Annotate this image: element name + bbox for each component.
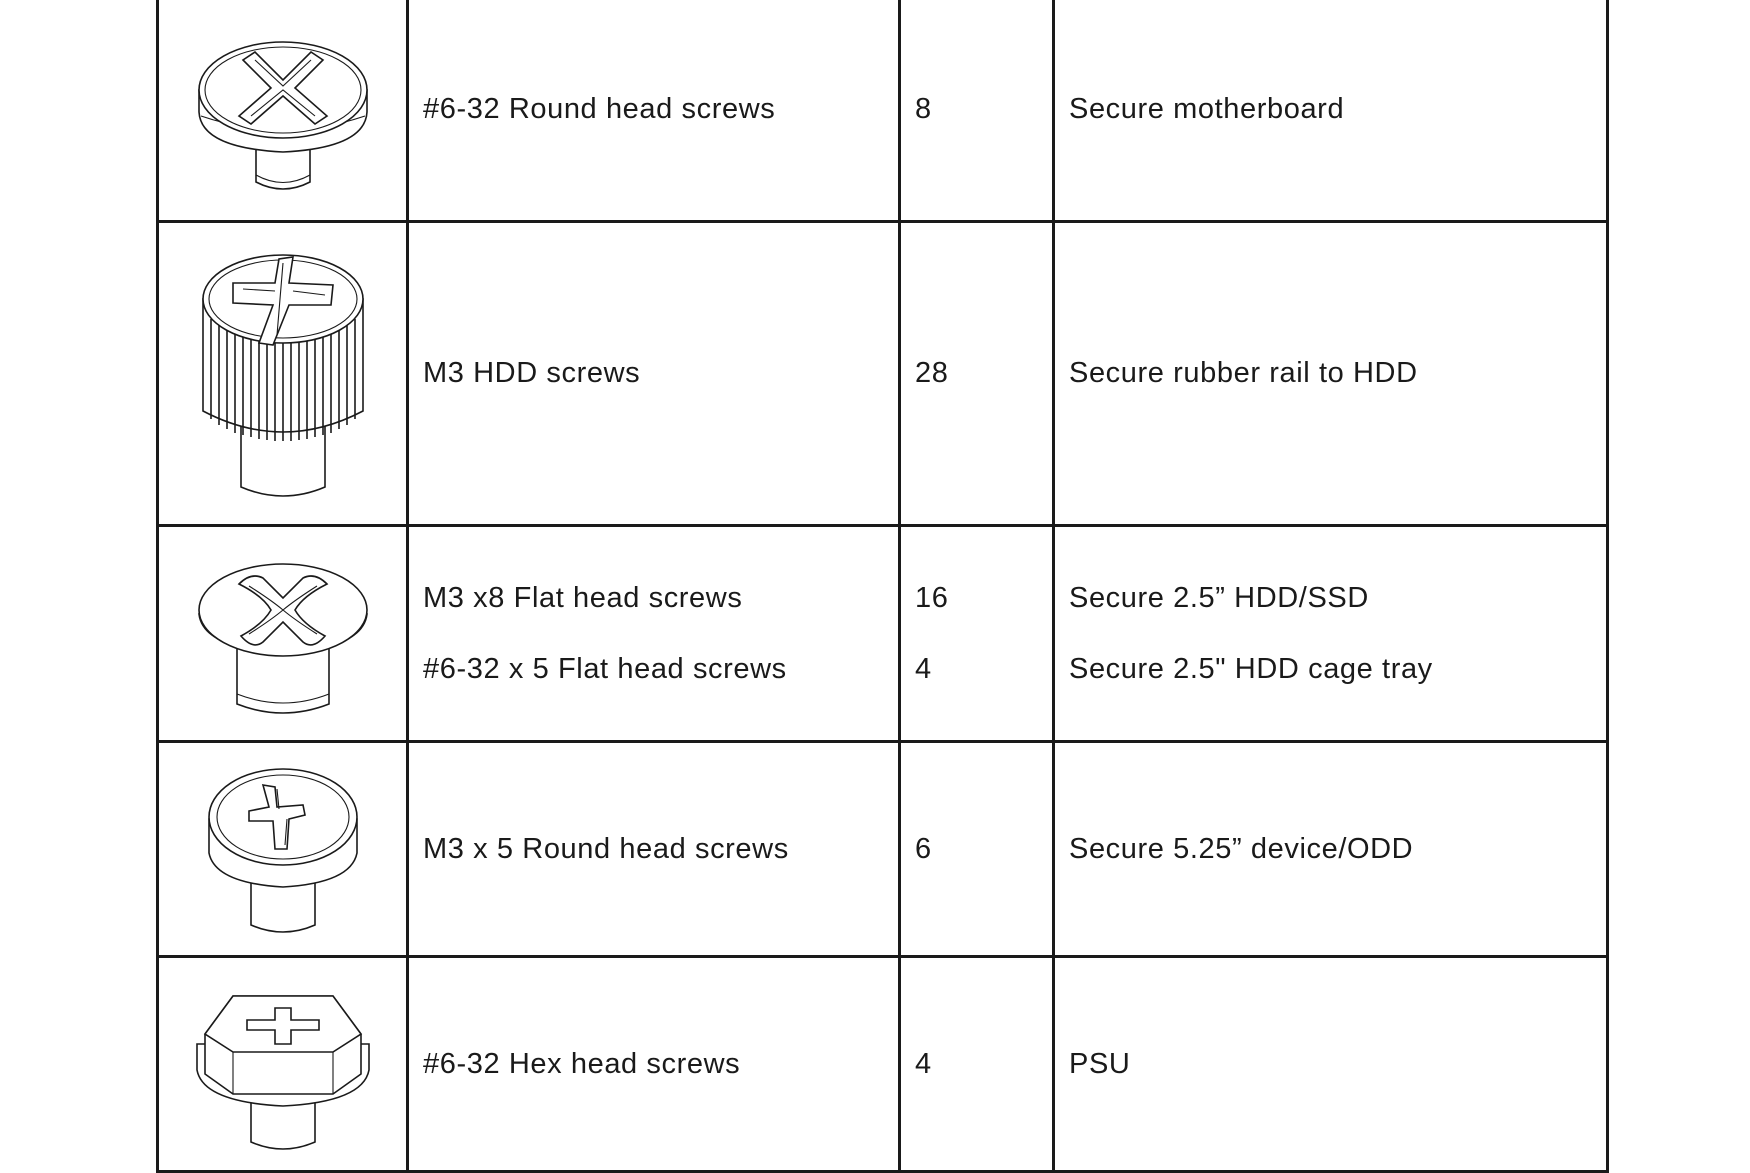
screw-image-cell: [158, 0, 408, 222]
part-usage: Secure 2.5” HDD/SSD: [1069, 581, 1369, 614]
part-quantity: 28: [915, 357, 949, 389]
part-description: #6-32 Round head screws: [423, 93, 776, 125]
table-row: [158, 0, 1608, 222]
screw-parts-table: [156, 0, 1609, 1173]
part-quantity: 8: [915, 93, 932, 125]
part-description: M3 x8 Flat head screws: [423, 581, 743, 614]
part-usage: Secure 2.5" HDD cage tray: [1069, 652, 1433, 685]
quantity-cell: [900, 0, 1054, 222]
screw-image-cell: [158, 526, 408, 742]
part-quantity: 4: [915, 652, 932, 685]
usage-cell: [1054, 526, 1608, 742]
hex-head-screw-icon: [193, 974, 373, 1154]
screw-image-cell: [158, 222, 408, 526]
part-usage: PSU: [1069, 1047, 1131, 1080]
usage-cell: [1054, 0, 1608, 222]
quantity-cell: [900, 222, 1054, 526]
table-row: [158, 957, 1608, 1172]
description-cell: [408, 957, 900, 1172]
quantity-cell: [900, 526, 1054, 742]
screw-image-cell: [158, 742, 408, 957]
description-cell: [408, 0, 900, 222]
part-description: M3 x 5 Round head screws: [423, 832, 789, 865]
part-description: #6-32 x 5 Flat head screws: [423, 652, 787, 685]
part-quantity: 6: [915, 832, 932, 865]
quantity-cell: [900, 742, 1054, 957]
part-usage: Secure 5.25” device/ODD: [1069, 832, 1414, 865]
knurled-thumb-screw-icon: [193, 239, 373, 509]
table-row: [158, 742, 1608, 957]
round-head-screw-icon: [193, 20, 373, 200]
description-cell: [408, 526, 900, 742]
flat-head-screw-icon: [193, 544, 373, 724]
part-usage: Secure motherboard: [1069, 93, 1345, 125]
table-row: [158, 222, 1608, 526]
usage-cell: [1054, 742, 1608, 957]
pan-head-screw-icon: [193, 759, 373, 939]
description-cell: [408, 742, 900, 957]
table-row: [158, 526, 1608, 742]
quantity-cell: [900, 957, 1054, 1172]
screw-image-cell: [158, 957, 408, 1172]
usage-cell: [1054, 222, 1608, 526]
description-cell: [408, 222, 900, 526]
part-usage: Secure rubber rail to HDD: [1069, 357, 1418, 389]
part-description: M3 HDD screws: [423, 357, 641, 389]
part-description: #6-32 Hex head screws: [423, 1047, 741, 1080]
part-quantity: 4: [915, 1047, 932, 1080]
part-quantity: 16: [915, 581, 949, 614]
usage-cell: [1054, 957, 1608, 1172]
